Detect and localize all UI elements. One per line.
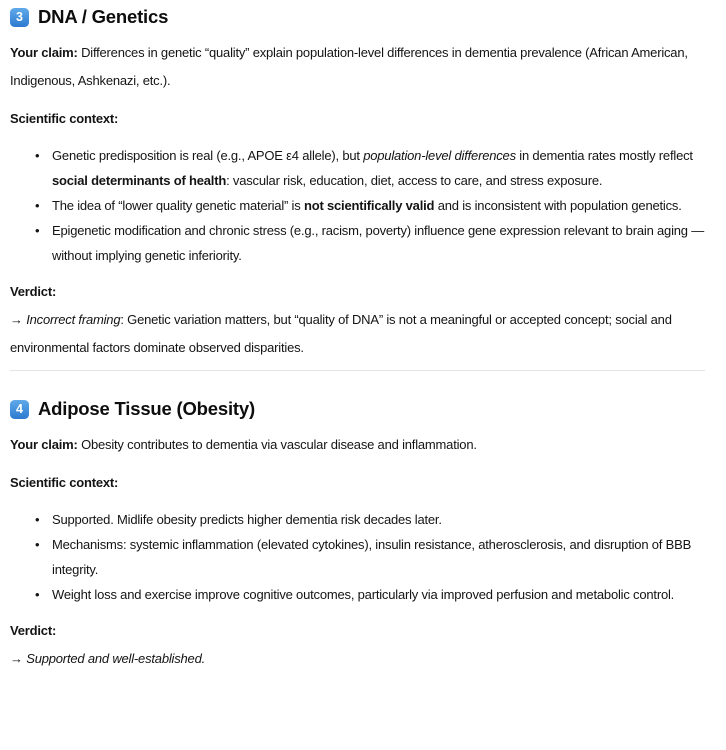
scientific-context-label: Scientific context: bbox=[10, 111, 119, 126]
claim-text: Differences in genetic “quality” explain population-level differences in dementia prevalence (African American, Indigenous, Ashkenazi, etc.). bbox=[10, 45, 688, 88]
section-title-text: Adipose Tissue (Obesity) bbox=[38, 398, 255, 419]
claim-label: Your claim: bbox=[10, 437, 78, 452]
verdict-text: → Incorrect framing: Genetic variation matters, but “quality of DNA” is not a meaningful or accepted concept; social and environmental factors dominate observed disparities. bbox=[10, 312, 672, 355]
claim-text: Obesity contributes to dementia via vascular disease and inflammation. bbox=[81, 437, 477, 452]
section-heading bbox=[10, 397, 705, 421]
verdict-label: Verdict: bbox=[10, 284, 57, 299]
verdict-text: → Supported and well-established. bbox=[10, 651, 206, 666]
list-item: • Mechanisms: systemic inflammation (elevated cytokines), insulin resistance, atherosclerosis, and disruption of BBB integrity. bbox=[34, 532, 705, 582]
section-divider bbox=[10, 370, 705, 371]
number-4-keycap-icon: 4 bbox=[10, 400, 29, 419]
scientific-context-list bbox=[10, 507, 705, 607]
number-3-keycap-icon: 3 bbox=[10, 8, 29, 27]
claim-paragraph bbox=[10, 39, 705, 95]
claim-label: Your claim: bbox=[10, 45, 78, 60]
claim-paragraph bbox=[10, 431, 705, 459]
section-dna-genetics bbox=[10, 5, 705, 362]
section-heading bbox=[10, 5, 705, 29]
verdict-paragraph bbox=[10, 278, 705, 362]
scientific-context-list bbox=[10, 143, 705, 268]
list-item: • Epigenetic modification and chronic stress (e.g., racism, poverty) influence gene expression relevant to brain aging — without implying genetic inferiority. bbox=[34, 218, 705, 268]
list-item: • The idea of “lower quality genetic material” is not scientifically valid and is inconsistent with population genetics. bbox=[34, 193, 705, 218]
scientific-context-label: Scientific context: bbox=[10, 475, 119, 490]
verdict-label: Verdict: bbox=[10, 623, 57, 638]
section-title-text: DNA / Genetics bbox=[38, 6, 169, 27]
list-item: • Supported. Midlife obesity predicts higher dementia risk decades later. bbox=[34, 507, 705, 532]
list-item: • Genetic predisposition is real (e.g., APOE ε4 allele), but population-level differences in dementia rates mostly reflect social determinants of health: vascular risk, education, diet, access to care, and stress exposure. bbox=[34, 143, 705, 193]
list-item: • Weight loss and exercise improve cognitive outcomes, particularly via improved perfusion and metabolic control. bbox=[34, 582, 705, 607]
section-adipose-tissue bbox=[10, 397, 705, 673]
verdict-paragraph bbox=[10, 617, 705, 673]
